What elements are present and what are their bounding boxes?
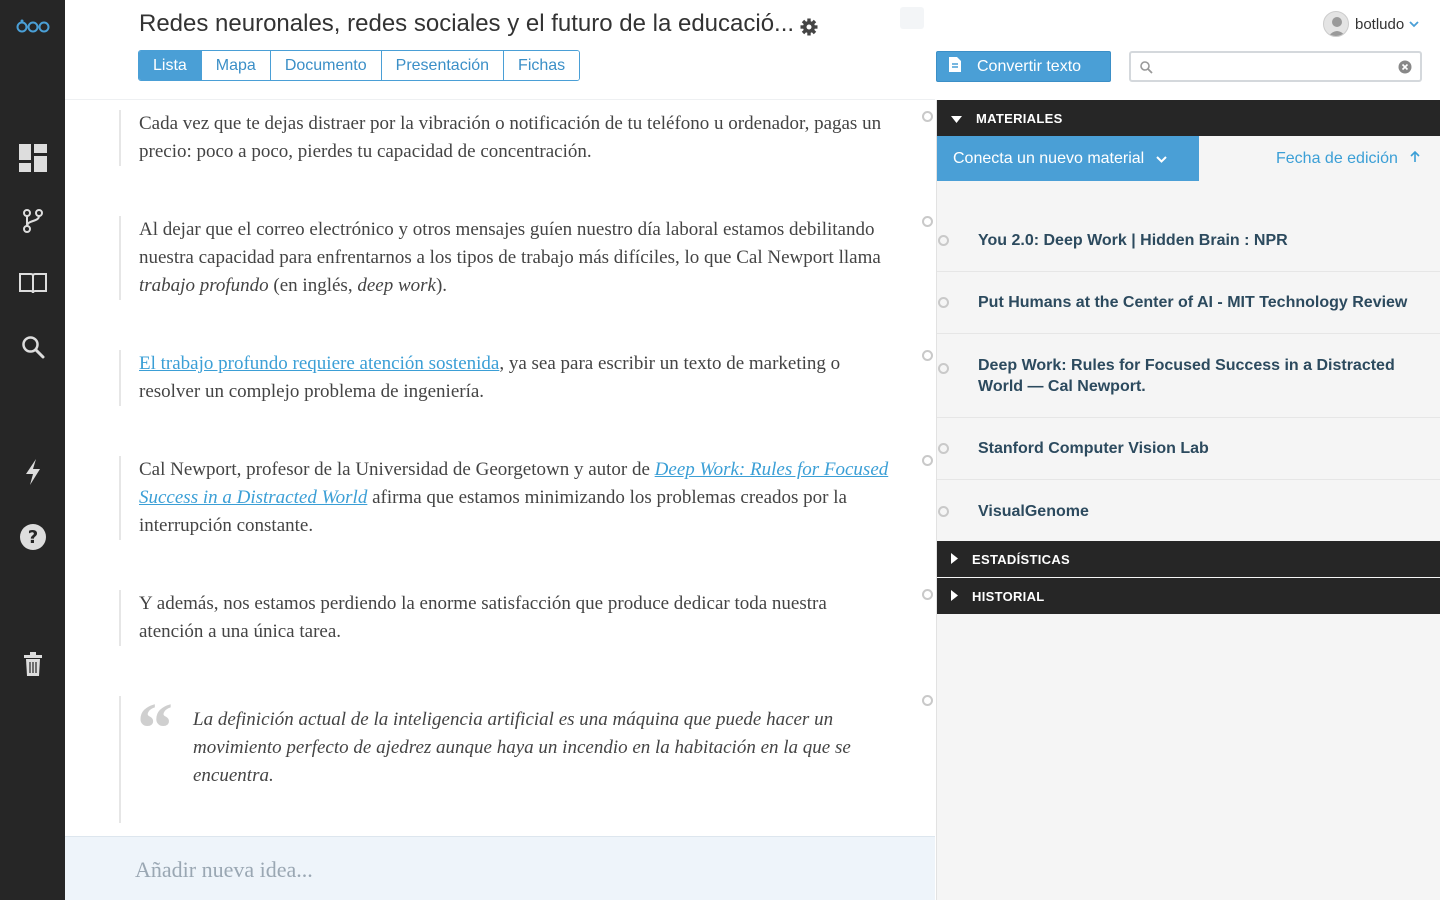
- material-title: Stanford Computer Vision Lab: [978, 440, 1209, 457]
- materials-list: [937, 210, 1440, 542]
- arrow-up-icon: [1410, 150, 1420, 168]
- quote-mark-icon: “: [137, 688, 173, 768]
- idea-text: Cal Newport, profesor de la Universidad de Georgetown y autor de: [139, 459, 655, 480]
- materials-title: MATERIALES: [976, 110, 1063, 126]
- idea-emphasis: trabajo profundo: [139, 275, 269, 296]
- idea-text: Al dejar que el correo electrónico y otros mensajes guíen nuestro día laboral estamos debilitando nuestra capacidad para enfrentarnos a los tipos de trabajo más difíciles, lo que Cal Newport llama: [139, 219, 881, 268]
- idea-item[interactable]: [119, 456, 889, 540]
- quote-item[interactable]: [119, 688, 889, 823]
- history-title: HISTORIAL: [972, 588, 1045, 604]
- material-title: You 2.0: Deep Work | Hidden Brain : NPR: [978, 232, 1288, 249]
- idea-text: ).: [435, 275, 448, 296]
- material-connector-handle[interactable]: [938, 297, 949, 308]
- book-icon[interactable]: [0, 263, 65, 303]
- username: botludo: [1355, 15, 1405, 33]
- triangle-down-icon: [951, 111, 962, 126]
- tab-documento[interactable]: Documento: [270, 51, 381, 80]
- idea-link[interactable]: Deep Work: Rules for Focused Success in a Distracted World: [139, 459, 889, 508]
- document-icon: [949, 57, 961, 77]
- idea-link[interactable]: El trabajo profundo requiere atención sostenida: [139, 353, 500, 374]
- material-title: VisualGenome: [978, 502, 1089, 520]
- idea-item[interactable]: [119, 110, 889, 166]
- material-item[interactable]: [937, 480, 1440, 542]
- help-icon[interactable]: [0, 517, 65, 557]
- idea-text: , ya sea para escribir un texto de marketing o resolver un complejo problema de ingeniería.: [139, 353, 841, 402]
- clear-search-icon[interactable]: [1398, 60, 1412, 79]
- svg-text:?: ?: [27, 527, 38, 548]
- idea-text: Cada vez que te dejas distraer por la vibración o notificación de tu teléfono u ordenador, pagas un precio: poco a poco, pierdes tu capacidad de concentración.: [139, 113, 882, 162]
- settings-gear-icon[interactable]: [798, 16, 820, 38]
- tab-mapa[interactable]: Mapa: [201, 51, 270, 80]
- idea-text: Y además, nos estamos perdiendo la enorme satisfacción que produce dedicar toda nuestra atención a una única tarea.: [139, 593, 827, 642]
- view-tabs: [138, 50, 580, 81]
- idea-item[interactable]: [119, 590, 889, 646]
- idea-connector-handle[interactable]: [922, 111, 933, 122]
- idea-connector-handle[interactable]: [922, 455, 933, 466]
- material-item[interactable]: [937, 418, 1440, 480]
- material-title: Put Humans at the Center of AI - MIT Technology Review: [978, 294, 1408, 311]
- material-title: Deep Work: Rules for Focused Success in a Distracted World — Cal Newport.: [978, 356, 1395, 395]
- material-connector-handle[interactable]: [938, 363, 949, 374]
- material-item[interactable]: [937, 334, 1440, 418]
- triangle-right-icon: [951, 589, 958, 604]
- idea-emphasis: deep work: [357, 275, 436, 296]
- history-section-header[interactable]: [937, 578, 1440, 614]
- material-item[interactable]: [937, 272, 1440, 334]
- lightning-icon[interactable]: [0, 452, 65, 492]
- chevron-down-icon: [1156, 150, 1167, 168]
- tab-fichas[interactable]: Fichas: [503, 51, 579, 80]
- page-title[interactable]: Redes neuronales, redes sociales y el futuro de la educació...: [139, 10, 795, 37]
- statistics-title: ESTADÍSTICAS: [972, 551, 1070, 567]
- sort-label: Fecha de edición: [1276, 149, 1398, 167]
- add-idea-bar: [65, 836, 935, 900]
- ideas-list: [65, 100, 935, 836]
- triangle-right-icon: [951, 552, 958, 567]
- connect-material-button[interactable]: [937, 136, 1199, 181]
- search-field[interactable]: [1129, 51, 1422, 82]
- branch-icon[interactable]: [0, 201, 65, 241]
- convert-text-label: Convertir texto: [977, 57, 1082, 75]
- connect-material-label: Conecta un nuevo material: [953, 149, 1145, 167]
- tab-lista[interactable]: Lista: [139, 51, 201, 80]
- materials-panel: [936, 100, 1440, 900]
- idea-connector-handle[interactable]: [922, 350, 933, 361]
- material-connector-handle[interactable]: [938, 506, 949, 517]
- idea-connector-handle[interactable]: [922, 695, 933, 706]
- dashboard-icon[interactable]: [0, 138, 65, 178]
- search-magnifier-icon: [1140, 61, 1153, 79]
- tab-presentacion[interactable]: Presentación: [381, 51, 503, 80]
- materials-section-header[interactable]: [937, 100, 1440, 136]
- idea-connector-handle[interactable]: [922, 589, 933, 600]
- material-connector-handle[interactable]: [938, 235, 949, 246]
- convert-text-button[interactable]: [936, 51, 1111, 82]
- statistics-section-header[interactable]: [937, 541, 1440, 577]
- idea-item[interactable]: [119, 350, 889, 406]
- search-input[interactable]: [1159, 56, 1389, 78]
- trash-icon[interactable]: [0, 644, 65, 684]
- search-icon[interactable]: [0, 327, 65, 367]
- idea-text: (en inglés,: [268, 275, 358, 296]
- idea-connector-handle[interactable]: [922, 216, 933, 227]
- material-item[interactable]: [937, 210, 1440, 272]
- idea-text: afirma que estamos minimizando los problemas creados por la interrupción constante.: [139, 487, 847, 536]
- sort-by-edit-date-button[interactable]: [1276, 136, 1420, 181]
- panel-toggle-button[interactable]: [900, 7, 924, 29]
- avatar: [1323, 11, 1349, 37]
- app-sidebar: [0, 0, 65, 900]
- material-connector-handle[interactable]: [938, 443, 949, 454]
- quote-text: La definición actual de la inteligencia artificial es una máquina que puede hacer un movimiento perfecto de ajedrez aunque haya un incendio en la habitación en la que se encuentra.: [193, 709, 851, 786]
- add-idea-input[interactable]: [135, 855, 835, 885]
- app-logo-icon[interactable]: [0, 6, 65, 46]
- idea-item[interactable]: [119, 216, 889, 300]
- chevron-down-icon: [1409, 15, 1419, 33]
- user-menu[interactable]: [1323, 11, 1419, 37]
